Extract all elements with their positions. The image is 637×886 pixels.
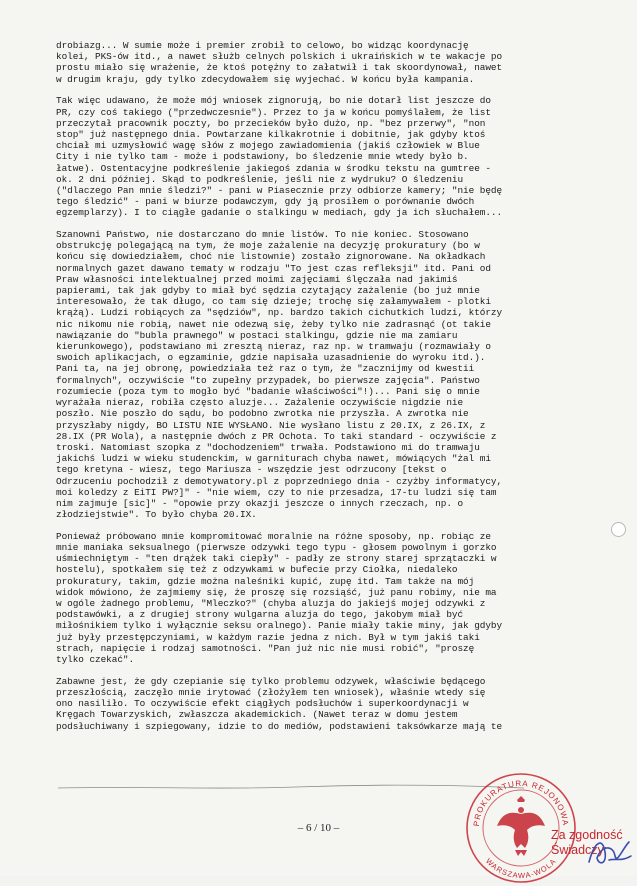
handwritten-signature [585,834,635,870]
certification-line-2: Świadczy: [551,843,608,857]
certification-line-1: Za zgodność [551,828,623,842]
paragraph-4: Ponieważ próbowano mnie kompromitować moralnie na różne sposoby, np. robiąc ze mnie maniaka seksualnego (pierwsze odzywki tego typu - głosem powolnym i gorzko uśmiechniętym - "ten drążek taki ciepły" - padły ze strony starej sprzątaczki w hostelu), spotkałem się też z odzywkami w bufecie przy Ciołka, niedaleko prokuratury, takim, gdzie można naleśniki kupić, zupę itd. Tam także na mój widok mówiono, że zajmiemy się, że proszę się rozsiąść, już panu robimy, nie ma w ogóle żadnego problemu, "Mleczko?" (chyba aluzja do jakiejś mojej odzywki z podstawówki, a z drugiej strony wulgarna aluzja do tego, jakobym miał być miłośnikiem tylko i wyłącznie seksu oralnego). Panie miały takie miny, jak gdyby już były przestępczyniami, w każdym razie jedna z nich. Był w tym jakiś taki strach, napięcie i rodzaj samotności. "Pan już nic nie musi robić", "proszę tylko czekać". [56,530,503,666]
paragraph-1: drobiazg... W sumie może i premier zrobił to celowo, bo widząc koordynację kolei, PKS-ów itd., a nawet służb celnych polskich i ukraińskich w te wakacje po prostu miało się wrażenie, że ktoś potężny to załatwił i tak skoordynował, nawet w drugim kraju, gdy tylko zdecydowałem się wyjechać. W końcu była kampania. [56,40,503,85]
paragraph-3: Szanowni Państwo, nie dostarczano do mnie listów. To nie koniec. Stosowano obstrukcję polegającą na tym, że moje zażalenie na decyzję prokuratury (bo w końcu się dowiedziałem, choć nie listownie) zostało zignorowane. Na okładkach normalnych gazet dawano tematy w rodzaju "To jest czas refleksji" itd. Pani od Praw własności intelektualnej przed moimi zajęciami ślęczała nad jakimiś papierami, tak jak gdyby to miał być sędzia czytający zażalenie (bo już mnie interesowało, że tak długo, co tam się dzieje; trochę się załamywałem - plotki krążą). Ludzi robiących za "sędziów", np. bardzo takich cichutkich ludzi, którzy nic nikomu nie robią, nawet nie odezwą się, żeby tylko nie zadrasnąć (ot takie nawiązanie do "bubla prawnego" w postaci stalkingu, gdzie nie ma zamiaru kierunkowego), podstawiano mi zresztą nieraz, raz np. w tramwaju (rozmawiały o swoich aplikacjach, o egzaminie, gdzie napisała uzasadnienie do wyroku itd.). Pani ta, na jej obronę, powiedziała też raz o tym, że "zacznijmy od kwestii formalnych", oczywiście "to zupełny przypadek, bo pierwsze zajęcia". Państwo rozumiecie (poza tym to mogło być "badanie właściwości"!)... Pani się o mnie wyrażała nieraz, robiła często aluzje... Zażalenie oczywiście nigdzie nie poszło. Nie poszło do sądu, bo podobno zwrotka nie przyszła. A zwrotka nie przyszłaby nigdy, BO LISTU NIE WYSŁANO. Nie wysłano listu z 20.IX, z 26.IX, z 28.IX (PR Wola), a następnie dwóch z PR Ochota. To taki standard - oczywiście z troski. Natomiast szopka z "dochodzeniem" trwała. Podstawiono mi do tramwaju jakichś ludzi w wieku studenckim, w garniturach chyba nawet, mówiących "żal mi tego kretyna - wiesz, tego Mariusza - wszędzie jest odrzucony [tekst o Odrzuceniu pochodził z demotywatory.pl z poprzedniego dnia - czyżby informatycy, moi koledzy z EiTI PW?]" - "nie wiem, czy to nie przesadza, 17-tu ludzi się tam nim zajmuje [sic]" - "opowie przy okazji jeszcze o innych rzeczach, np. o złodziejstwie". To było chyba 20.IX. [56,229,503,521]
page-number: – 6 / 10 – [297,822,340,834]
pen-strike-mark [56,779,526,793]
seal-text-top: PROKURATURA REJONOWA [471,778,571,827]
punch-hole [611,522,626,537]
svg-text:WARSZAWA-WOLA [484,856,558,880]
document-body [56,40,618,742]
paragraph-2: Tak więc udawano, że może mój wniosek zignorują, bo nie dotarł list jeszcze do PR, czy coś takiego ("przedwczesnie"). Przez to ja w końcu pomyślałem, że list przeczytał pracownik poczty, bo przecieków było dużo, np. "bez przerwy", "non stop" już następnego dnia. Powtarzane kilkakrotnie i dobitnie, jak gdyby ktoś chciał mi uzmysłowić wagę słów z mojego zawiadomienia (jakiś człowiek w Blue City i nie tylko tam - może i podstawiony, bo śledzenie mnie wtedy było b. łatwe). Ostentacyjne podkreślenie jakiegoś zdania w środku tekstu na gumtree - ok. 2 dni później. Skąd to podkreślenie, jeśli nie z wydruku? O śledzeniu ("dlaczego Pan mnie śledzi?" - pani w Piasecznie przy odbiorze kamery; "nie będę tego śledzić" - pani w biurze podawczym, gdy ją prosiłem o porównanie dwóch egzemplarzy). I to ciągłe gadanie o stalkingu w mediach, gdy ja ich słuchałem... [56,95,503,219]
seal-text-bottom: WARSZAWA-WOLA [483,856,559,881]
eagle-emblem-icon [497,796,545,856]
paragraph-5: Zabawne jest, że gdy czepianie się tylko problemu odzywek, właściwie będącego przeszłością, zaczęło mnie irytować (złożyłem ten wniosek), właśnie wtedy się ono nasiliło. To oczywiście efekt ciągłych podsłuchów i superkoordynacji w Kręgach Towarzyskich, zwłaszcza akademickich. (Nawet teraz w domu jestem podsłuchiwany i szpiegowany, idzie to do mediów, podstawieni taksówkarze mają te [56,675,503,732]
